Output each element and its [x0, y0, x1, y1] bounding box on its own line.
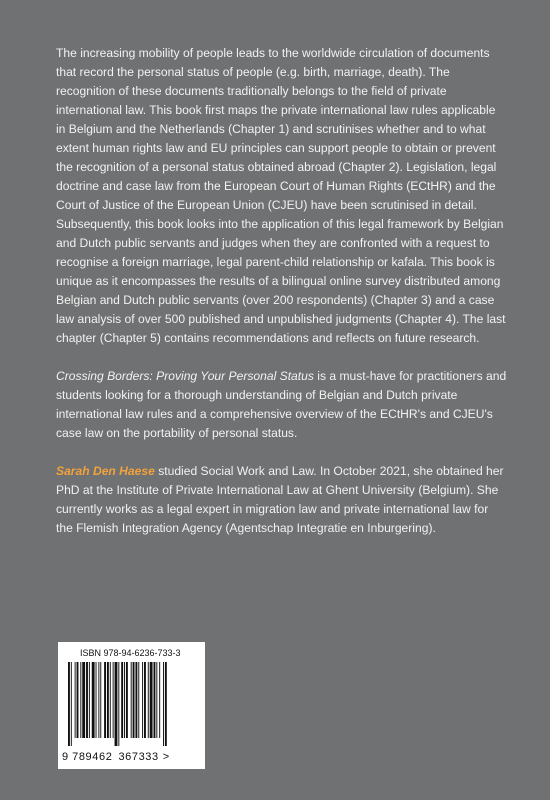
barcode-bar: [154, 662, 156, 738]
audience-paragraph: [56, 367, 508, 443]
barcode-bars: [66, 662, 197, 746]
barcode-right-digits: 367333: [118, 751, 159, 763]
barcode-quiet-zone-mark: >: [162, 751, 170, 763]
barcode-first-digit: 9: [62, 751, 69, 763]
barcode-bar: [82, 662, 85, 738]
barcode-bar: [150, 662, 153, 738]
barcode-bar: [86, 662, 88, 738]
barcode-left-digits: 789462: [72, 751, 113, 763]
barcode-bar: [135, 662, 137, 738]
author-name: Sarah Den Haese: [56, 464, 155, 478]
barcode-bar: [80, 662, 81, 738]
barcode-bar: [107, 662, 109, 738]
barcode-bar: [113, 662, 114, 738]
barcode-bar: [163, 662, 164, 746]
barcode-bar: [77, 662, 79, 738]
barcode-bar: [115, 662, 118, 746]
barcode-bar: [156, 662, 157, 738]
isbn-label: ISBN 978-94-6236-733-3: [80, 648, 181, 658]
barcode-bar: [98, 662, 99, 738]
barcode-bar: [68, 662, 70, 746]
barcode-bar: [142, 662, 143, 738]
barcode-bar: [118, 662, 119, 746]
barcode-bar: [124, 662, 125, 738]
barcode-bar: [75, 662, 76, 738]
barcode-bar: [71, 662, 72, 746]
barcode-bar: [89, 662, 90, 738]
barcode-bar: [92, 662, 95, 738]
barcode-bar: [133, 662, 135, 738]
barcode-bar: [131, 662, 132, 738]
back-cover-blurb: [56, 44, 508, 538]
isbn-barcode: [58, 642, 205, 769]
barcode-bar: [144, 662, 146, 738]
author-bio-text: studied Social Work and Law. In October 2021, she obtained her PhD at the Institute of Private International Law at Ghent University (Belgium). She currently works as a legal expert in migration law and private international law for the Flemish Integration Agency (Agentschap Integratie en Inburgering).: [56, 464, 504, 535]
barcode-bar: [96, 662, 97, 738]
barcode-bar: [121, 662, 123, 738]
author-bio-paragraph: [56, 462, 508, 538]
barcode-bar: [165, 662, 167, 746]
barcode-bar: [104, 662, 106, 738]
barcode-bar: [126, 662, 128, 738]
barcode-bar: [148, 662, 149, 738]
barcode-bar: [159, 662, 160, 738]
audience-text: is a must-have for practitioners and students looking for a thorough understanding of Belgian and Dutch private international law rules and a comprehensive overview of the ECtHR's and CJEU's case law on the portability of personal status.: [56, 369, 507, 440]
description-paragraph: The increasing mobility of people leads to the worldwide circulation of documents that record the personal status of people (e.g. birth, marriage, death). The recognition of these documents traditionally belongs to the field of private international law. This book first maps the private international law rules applicable in Belgium and the Netherlands (Chapter 1) and scrutinises whether and to what extent human rights law and EU principles can support people to obtain or prevent the recognition of a personal status obtained abroad (Chapter 2). Legislation, legal doctrine and case law from the European Court of Human Rights (ECtHR) and the Court of Justice of the European Union (CJEU) have been scrutinised in detail. Subsequently, this book looks into the application of this legal framework by Belgian and Dutch public servants and judges when they are confronted with a request to recognise a foreign marriage, legal parent-child relationship or kafala. This book is unique as it encompasses the results of a bilingual online survey distributed among Belgian and Dutch public servants (over 200 respondents) (Chapter 3) and a case law analysis of over 500 published and unpublished judgments (Chapter 4). The last chapter (Chapter 5) contains recommendations and reflects on future research.: [56, 46, 506, 345]
barcode-bar: [138, 662, 139, 738]
barcode-bar: [110, 662, 111, 738]
barcode-bar: [100, 662, 101, 738]
barcode-digits: [62, 751, 169, 763]
book-title: Crossing Borders: Proving Your Personal Status: [56, 369, 314, 383]
